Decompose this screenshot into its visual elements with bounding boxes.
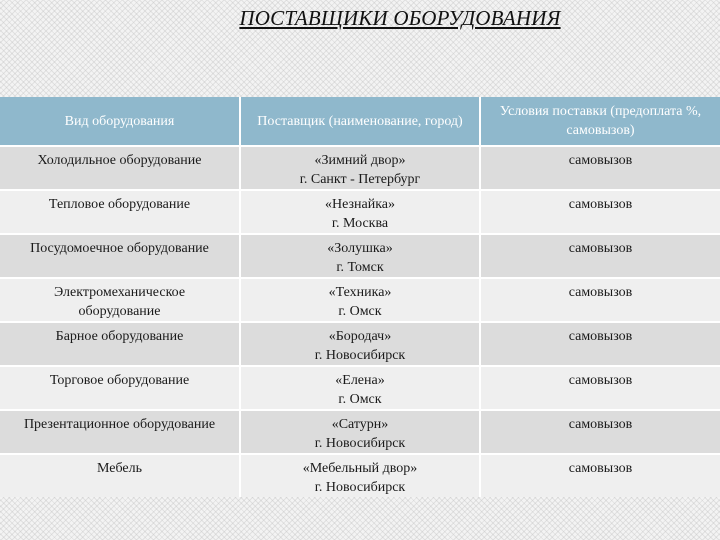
cell-supplier bbox=[240, 366, 480, 410]
supplier-name: «Мебельный двор» bbox=[302, 461, 418, 476]
supplier-city: г. Омск bbox=[338, 392, 382, 407]
cell-equipment-type bbox=[0, 190, 240, 234]
supplier-city: г. Москва bbox=[331, 216, 389, 231]
header-supplier: Поставщик (наименование, город) bbox=[240, 97, 480, 146]
supplier-name: «Золушка» bbox=[327, 241, 393, 256]
cell-equipment-type bbox=[0, 146, 240, 190]
cell-supplier bbox=[240, 454, 480, 497]
supplier-name: «Техника» bbox=[328, 285, 392, 300]
equipment-type-text: Холодильное оборудование bbox=[37, 153, 202, 168]
supplier-name: «Зимний двор» bbox=[314, 153, 406, 168]
cell-delivery-terms: самовызов bbox=[480, 410, 720, 454]
page-title: ПОСТАВЩИКИ ОБОРУДОВАНИЯ bbox=[239, 6, 561, 30]
cell-equipment-type bbox=[0, 454, 240, 497]
table-row bbox=[0, 190, 720, 234]
equipment-type-text: Презентационное оборудование bbox=[23, 417, 216, 432]
cell-equipment-type bbox=[0, 366, 240, 410]
supplier-city: г. Омск bbox=[338, 304, 382, 319]
equipment-type-text: Мебель bbox=[96, 461, 142, 476]
cell-equipment-type bbox=[0, 322, 240, 366]
table-body bbox=[0, 146, 720, 497]
table-row bbox=[0, 322, 720, 366]
equipment-type-text: Барное оборудование bbox=[55, 329, 184, 344]
cell-equipment-type bbox=[0, 234, 240, 278]
cell-equipment-type bbox=[0, 278, 240, 322]
cell-supplier bbox=[240, 146, 480, 190]
supplier-city: г. Новосибирск bbox=[314, 480, 406, 495]
header-delivery-terms: Условия поставки (предоплата %, самовызов) bbox=[480, 97, 720, 146]
cell-delivery-terms: самовызов bbox=[480, 366, 720, 410]
supplier-name: «Елена» bbox=[335, 373, 385, 388]
cell-delivery-terms: самовызов bbox=[480, 322, 720, 366]
supplier-name: «Незнайка» bbox=[324, 197, 396, 212]
cell-delivery-terms: самовызов bbox=[480, 278, 720, 322]
table-row bbox=[0, 454, 720, 497]
cell-delivery-terms: самовызов bbox=[480, 234, 720, 278]
header-equipment-type: Вид оборудования bbox=[0, 97, 240, 146]
equipment-type-text: Электромеханическое bbox=[53, 285, 186, 300]
cell-delivery-terms: самовызов bbox=[480, 454, 720, 497]
cell-supplier bbox=[240, 234, 480, 278]
table-row bbox=[0, 366, 720, 410]
cell-supplier bbox=[240, 190, 480, 234]
cell-equipment-type bbox=[0, 410, 240, 454]
cell-supplier bbox=[240, 278, 480, 322]
supplier-name: «Сатурн» bbox=[331, 417, 389, 432]
equipment-type-text: Посудомоечное оборудование bbox=[30, 241, 209, 256]
supplier-city: г. Томск bbox=[336, 260, 384, 275]
suppliers-table bbox=[0, 97, 720, 497]
table-header-row bbox=[0, 97, 720, 146]
table-row bbox=[0, 278, 720, 322]
cell-supplier bbox=[240, 410, 480, 454]
equipment-type-text: оборудование bbox=[78, 304, 161, 319]
cell-delivery-terms: самовызов bbox=[480, 190, 720, 234]
cell-delivery-terms: самовызов bbox=[480, 146, 720, 190]
supplier-city: г. Новосибирск bbox=[314, 436, 406, 451]
equipment-type-text: Торговое оборудование bbox=[49, 373, 190, 388]
table-row bbox=[0, 234, 720, 278]
supplier-name: «Бородач» bbox=[328, 329, 392, 344]
table-row bbox=[0, 410, 720, 454]
supplier-city: г. Новосибирск bbox=[314, 348, 406, 363]
cell-supplier bbox=[240, 322, 480, 366]
table-row bbox=[0, 146, 720, 190]
supplier-city: г. Санкт - Петербург bbox=[299, 172, 421, 187]
equipment-type-text: Тепловое оборудование bbox=[48, 197, 191, 212]
